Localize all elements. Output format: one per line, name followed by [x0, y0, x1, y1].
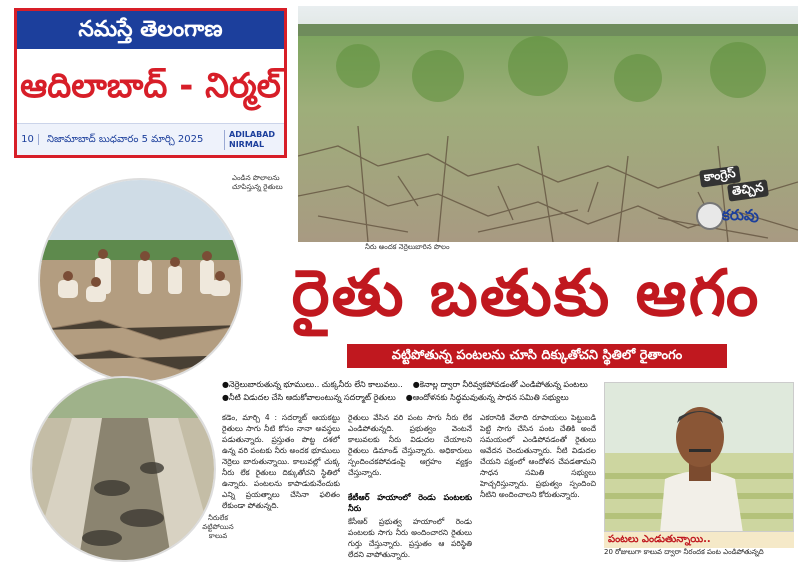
region-label: ADILABAD NIRMAL	[224, 130, 284, 150]
badge-line-2: తెచ్చిన	[727, 179, 769, 201]
article-column-2-text-b: కేసీఆర్ ప్రభుత్వ హయాంలో రెండు పంటలకు సాగు నీరు అందించారని రైతులు గుర్తు చేస్తున్నారు. ప్రస్తుతం ఆ పరిస్థితి లేదని వాపోతున్నారు.	[348, 517, 472, 559]
photo-farmers	[38, 178, 243, 383]
article-subheading: కేటీఆర్ హయాంలో రెండు పంటలకు నీరు	[348, 493, 472, 513]
bullet-row	[222, 378, 594, 391]
photo-dry-canal	[30, 376, 216, 562]
article-column-2-text: రైతులు వేసిన వరి పంట సాగు నీరు లేక ఎండిపోతున్నది. ప్రభుత్వం వెంటనే కాలువలకు నీరు విడుదల చేయాలని రైతులు డిమాండ్ చేస్తున్నారు. అధికారులు స్పందించకపోవడంపై ఆగ్రహం వ్యక్తం చేస్తున్నారు.	[348, 413, 472, 477]
dateline: నిజామాబాద్ బుధవారం 5 మార్చి 2025	[47, 133, 204, 145]
dateline-strip	[17, 123, 284, 155]
farmers-photo-caption: ఎండిన పొలాలను చూపిస్తున్న రైతులు	[232, 174, 283, 191]
campaign-badge	[672, 162, 790, 236]
canal-photo-caption: నీరులేక వట్టిపోయిన కాలువ	[202, 514, 234, 540]
bullet-item: ● నెర్రెలుబారుతున్న భూములు.. చుక్కనీరు లేని కాలువలు..	[222, 378, 403, 391]
article-column-1: కడెం, మార్చి 4 : సదర్మాట్ ఆయకట్టు రైతులు సాగు నీటి కోసం నానా అవస్థలు పడుతున్నారు. ప్రస్తుతం పొట్ట దశలో ఉన్న వరి పంటకు నీరు అందక భూములు నెర్రెలు బారుతున్నాయి. కాలువల్లో చుక్క నీరు లేక రైతులు దిక్కుతోచని స్థితిలో ఉన్నారు. పంటలను కాపాడుకునేందుకు ఎన్ని ప్రయత్నాలు చేసినా ఫలితం లేకుండా పోతున్నది.	[222, 413, 340, 510]
edition-title: ఆదిలాబాద్ - నిర్మల్	[20, 66, 281, 106]
headline: రైతు బతుకు ఆగం	[291, 257, 761, 331]
bullet-item: ● కెనాల్ల ద్వారా నీరివ్వకపోవడంతో ఎండిపోతున్న పంటలు	[413, 378, 588, 391]
bullet-item: ● నీటి విడుదల చేసి ఆదుకోవాలంటున్న సదర్మాట్ రైతులు	[222, 391, 396, 404]
newspaper-brand: నమస్తే తెలంగాణ	[17, 11, 284, 49]
page-number: 10	[17, 134, 39, 145]
bullet-points	[222, 378, 594, 404]
article-column-2	[348, 412, 472, 562]
masthead	[14, 8, 287, 158]
portrait-text: 20 రోజులుగా కాలువ ద్వారా నీరందక పంట ఎండిపోతున్నది	[604, 548, 764, 556]
emblem-icon	[696, 202, 724, 230]
portrait-caption: పంటలు ఎండుతున్నాయి..	[604, 532, 794, 548]
main-photo-caption: నీరు అందక నెర్రెలుబారిన పొలం	[365, 243, 450, 251]
bullet-row	[222, 391, 594, 404]
subheadline: వట్టిపోతున్న పంటలను చూసి దిక్కుతోచని స్థితిలో రైతాంగం	[347, 344, 727, 368]
badge-line-3: కరువు	[722, 206, 759, 224]
bullet-item: ● ఆందోళనకు సిద్ధమవుతున్న సాధన సమితి సభ్యులు	[406, 391, 569, 404]
article-column-3: ఎకరానికి వేలాది రూపాయలు పెట్టుబడి పెట్టి సాగు చేసిన పంట చేతికి అందే సమయంలో ఎండిపోవడంతో రైతులు ఆవేదన చెందుతున్నారు. నీటి విడుదల చేయని పక్షంలో ఆందోళన చేపడతామని సాధన సమితి సభ్యులు హెచ్చరిస్తున్నారు. ప్రభుత్వం స్పందించి నీటిని అందించాలని కోరుతున్నారు.	[480, 413, 596, 499]
badge-line-1: కాంగ్రెస్	[699, 165, 741, 187]
photo-farmer-portrait	[604, 382, 794, 532]
